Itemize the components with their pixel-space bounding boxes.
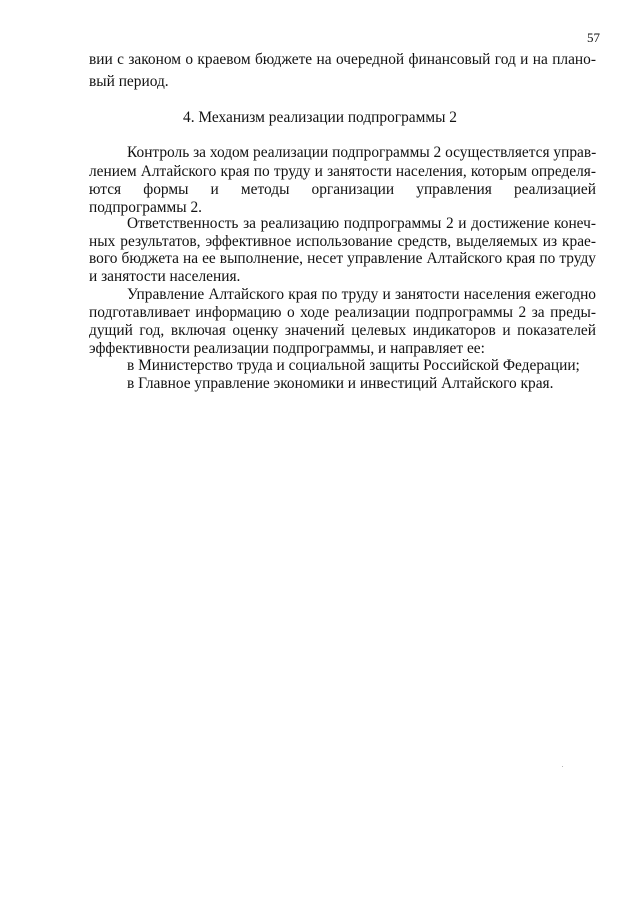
text-line: лением Алтайского края по труду и занятости населения, которым определя- [89, 163, 596, 180]
text-line: Управление Алтайского края по труду и занятости населения ежегодно [127, 286, 596, 303]
text-line: Ответственность за реализацию подпрограммы 2 и достижение конеч- [127, 215, 596, 232]
text-line: вого бюджета на ее выполнение, несет управление Алтайского края по труду [89, 250, 596, 267]
text-line: ных результатов, эффективное использование средств, выделяемых из крае- [89, 233, 596, 250]
page-number: 57 [587, 30, 600, 45]
text-line: эффективности реализации подпрограммы, и направляет ее: [89, 340, 485, 357]
text-line: вии с законом о краевом бюджете на очередной финансовый год и на плано- [89, 51, 596, 68]
text-line: Контроль за ходом реализации подпрограммы 2 осуществляется управ- [127, 144, 597, 161]
section-heading: 4. Механизм реализации подпрограммы 2 [183, 109, 457, 126]
list-item: в Главное управление экономики и инвестиций Алтайского края. [127, 375, 554, 392]
text-line: дущий год, включая оценку значений целевых индикаторов и показателей [89, 322, 596, 339]
text-line: подпрограммы 2. [89, 199, 202, 216]
text-line: ются формы и методы организации управления реализацией [89, 181, 596, 198]
text-line: подготавливает информацию о ходе реализации подпрограммы 2 за преды- [89, 304, 596, 321]
text-line: и занятости населения. [89, 268, 241, 285]
scan-artifact [562, 766, 563, 767]
list-item: в Министерство труда и социальной защиты Российской Федерации; [127, 357, 580, 374]
text-line: вый период. [89, 73, 169, 90]
